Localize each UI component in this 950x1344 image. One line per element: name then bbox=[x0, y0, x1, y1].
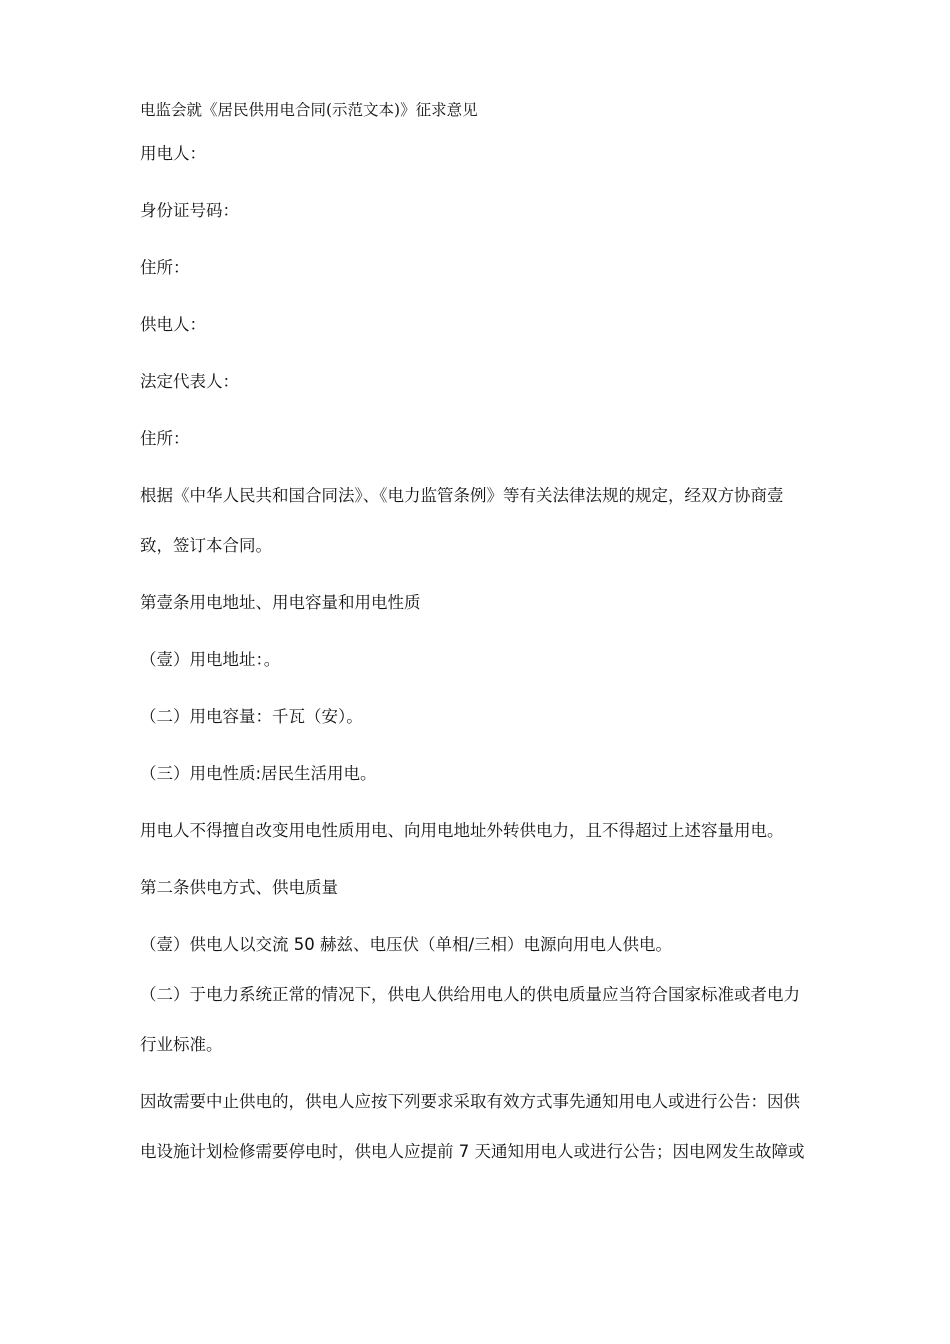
clause-line: （二）于电力系统正常的情况下，供电人供给用电人的供电质量应当符合国家标准或者电力 bbox=[140, 985, 800, 1004]
paragraph-line: 因故需要中止供电的，供电人应按下列要求采取有效方式事先通知用电人或进行公告：因供 bbox=[140, 1092, 800, 1111]
paragraph-line: 用电人不得擅自改变用电性质用电、向用电地址外转供电力，且不得超过上述容量用电。 bbox=[140, 821, 784, 840]
field-id-number: 身份证号码： bbox=[140, 201, 239, 220]
field-consumer: 用电人： bbox=[140, 144, 206, 163]
clause-line: （壹）供电人以交流 50 赫兹、电压伏（单相/三相）电源向用电人供电。 bbox=[140, 935, 673, 954]
article-heading: 第壹条用电地址、用电容量和用电性质 bbox=[140, 593, 421, 612]
clause-line: （壹）用电地址：。 bbox=[140, 650, 281, 669]
field-supplier: 供电人： bbox=[140, 315, 206, 334]
clause-line: （二）用电容量：千瓦（安）。 bbox=[140, 707, 363, 726]
paragraph-line: 电设施计划检修需要停电时，供电人应提前 7 天通知用电人或进行公告；因电网发生故障或 bbox=[140, 1142, 805, 1161]
paragraph-line: 根据《中华人民共和国合同法》、《电力监管条例》等有关法律法规的规定，经双方协商壹 bbox=[140, 486, 784, 505]
paragraph-line: 致，签订本合同。 bbox=[140, 536, 272, 555]
clause-line: （三）用电性质:居民生活用电。 bbox=[140, 764, 377, 783]
article-heading: 第二条供电方式、供电质量 bbox=[140, 878, 338, 897]
document-title: 电监会就《居民供用电合同(示范文本)》征求意见 bbox=[140, 101, 478, 119]
field-consumer-address: 住所： bbox=[140, 258, 190, 277]
clause-line: 行业标准。 bbox=[140, 1035, 223, 1054]
field-supplier-address: 住所： bbox=[140, 429, 190, 448]
field-legal-representative: 法定代表人： bbox=[140, 372, 239, 391]
